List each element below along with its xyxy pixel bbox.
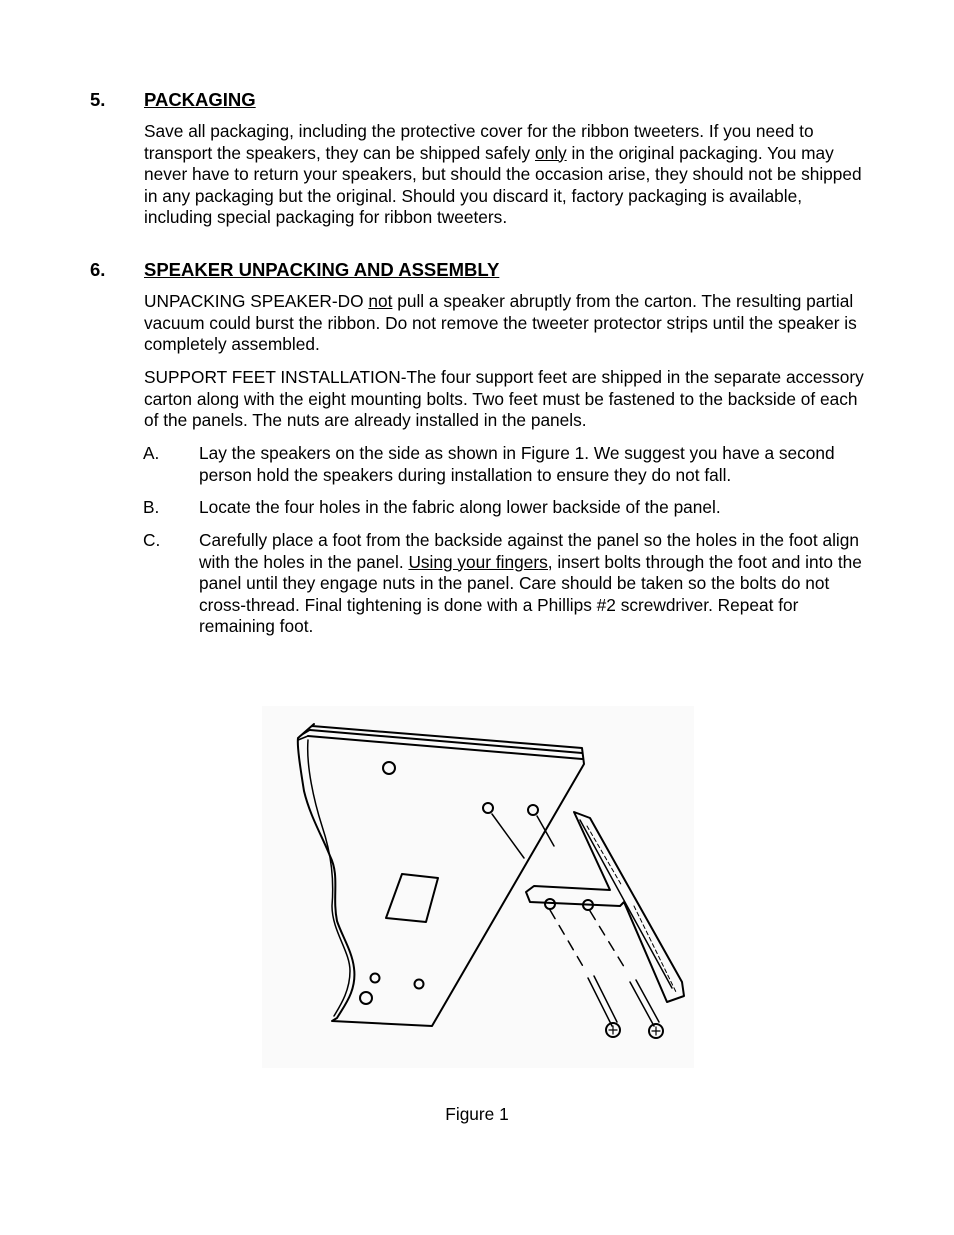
unpacking-text-1: UNPACKING SPEAKER-DO [144,291,369,311]
step-c-text [199,530,879,638]
step-b-letter: B. [143,497,160,517]
section-5-number: 5. [90,89,106,110]
section-6-title: SPEAKER UNPACKING AND ASSEMBLY [144,259,500,280]
figure-caption: Figure 1 [445,1104,509,1124]
unpacking-paragraph [144,291,874,356]
figure-1-illustration [262,706,694,1068]
step-b-text: Locate the four holes in the fabric along lower backside of the panel. [199,497,721,517]
section-6-heading [90,259,499,281]
step-c-letter: C. [143,530,161,550]
packaging-paragraph [144,121,874,229]
step-a-text: Lay the speakers on the side as shown in Figure 1. We suggest you have a second person hold the speakers during installation to ensure they do not fall. [199,443,835,485]
step-a-letter: A. [143,443,160,463]
section-5-heading [90,89,256,111]
step-c-text-2: insert bolts through the foot and into the panel until they engage nuts in the panel. Care should be taken so the bolts do not cross-thread. Final tightening is done with a Phillips #2 screwdriver. Repeat for remaining foot. [199,551,862,637]
packaging-text-1: Save all packaging, including the protective cover for the ribbon tweeters. If you need to transport the speakers, they can be shipped safely [144,121,814,163]
unpacking-emphasis-not: not [368,291,393,311]
packaging-text-2: in the original packaging. You may never have to return your speakers, but should the occasion arise, they should not be shipped in any packaging but the original. Should you discard it, factory packaging is available, including special packaging for ribbon tweeters. [144,142,862,228]
section-5-title: PACKAGING [144,89,256,110]
step-c-text-1: Carefully place a foot from the backside against the panel so the holes in the foot align with the holes in the panel. [199,530,859,572]
step-c-emphasis: Using your fingers, [408,551,553,572]
section-6-number: 6. [90,259,106,280]
support-feet-paragraph: SUPPORT FEET INSTALLATION-The four support feet are shipped in the separate accessory carton along with the eight mounting bolts. Two feet must be fastened to the backside of each of the panels. The nuts are already installed in the panels. [144,367,864,431]
unpacking-text-2: pull a speaker abruptly from the carton. The resulting partial vacuum could burst the ribbon. Do not remove the tweeter protector strips until the speaker is completely assembled. [144,291,857,355]
packaging-emphasis-only: only [534,142,567,163]
